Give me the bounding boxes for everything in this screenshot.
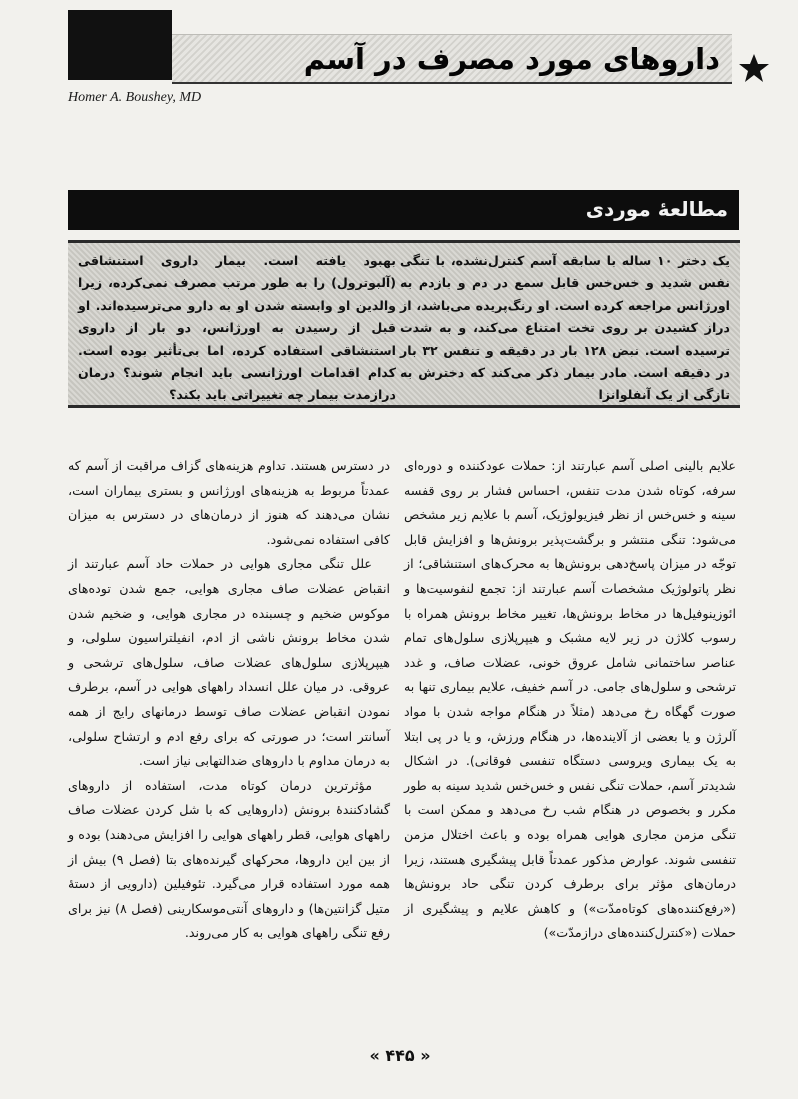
body-column-left [68, 454, 390, 946]
paragraph-causes: علل تنگی مجاری هوایی در حملات حاد آسم عبارتند از انقباض عضلات صاف مجاری هوایی، جمع شدن توده‌های موکوس ضخیم و چسبنده در مجاری هوایی، و ضخیم شدن شدن مخاط برونش ناشی از ادم، انفیلتراسیون سلولی، و هیپرپلازی سلول‌های عضلات صاف، سلول‌های ترشحی و عروقی. در میان علل انسداد راههای هوایی در آسم، برطرف نمودن انقباض عضلات صاف توسط درمانهای رایج از همه آسانتر است؛ در صورتی که برای رفع ادم و ارتشاح سلولی، به درمان مداوم با داروهای ضدالتهابی نیاز است. [68, 556, 390, 769]
body-column-right: علایم بالینی اصلی آسم عبارتند از: حملات عودکننده و دوره‌ای سرفه، کوتاه شدن مدت تنفس، احساس فشار بر روی قفسه سینه و خس‌خس از نظر فیزیولوژیک، آسم با علایم زیر مشخص می‌شود: تنگی منتشر و برگشت‌پذیر برونش‌ها و افزایش قابل توجّه در میزان پاسخ‌دهی برونش‌ها به محرک‌های استنشاقی؛ از نظر پاتولوژیک مشخصات آسم عبارتند از: تجمع لنفوسیت‌ها و ائوزینوفیل‌ها در مخاط برونش‌ها، تغییر مخاط برونش همراه با رسوب کلاژن در زیر لایه مشبک و هیپرپلازی سلول‌های تمام عناصر ساختمانی شامل عروق خونی، عضلات صاف، و غدد ترشحی و سلول‌های جامی. در آسم خفیف، علایم بیماری تنها به صورت گهگاه رخ می‌دهد (مثلاً در هنگام مواجه شدن با مواد آلرژن و یا بعضی از آلاینده‌ها، در هنگام ورزش، و یا در پی ابتلا به یک بیماری ویروسی دستگاه تنفسی فوقانی). در اشکال شدیدتر آسم، حملات تنگی نفس و خس‌خس شدید سینه به طور مکرر و بخصوص در هنگام شب رخ می‌دهد و ممکن است با تنگی مزمن مجاری هوایی همراه بوده و باعث اختلال مزمن تنفسی شوند. عوارض مذکور عمدتاً قابل پیشگیری هستند، زیرا درمان‌های مؤثر برای برطرف کردن تنگی حاد برونش‌ها («رفع‌کننده‌های کوتاه‌مدّت») و کاهش علایم و پیشگیری از حملات («کنترل‌کننده‌های درازمدّت») [404, 458, 736, 941]
chapter-title: داروهای مورد مصرف در آسم [303, 42, 720, 76]
case-study-text-right: یک دختر ۱۰ ساله با سابقه آسم کنترل‌نشده، با تنگی نفس شدید و خس‌خس قابل سمع در دم و بازدم به اورژانس مراجعه کرده است. او رنگ‌پریده می‌باشد، از دراز کشیدن بر روی تخت امتناع می‌کند، و به شدت ترسیده است. نبض ۱۲۸ بار در دقیقه و تنفس ۳۲ بار در دقیقه است. مادر بیمار ذکر می‌کند که دخترش به تازگی از یک آنفلوانزا [400, 253, 731, 403]
case-study-heading: مطالعهٔ موردی [585, 197, 728, 221]
star-icon [738, 52, 770, 84]
author-name: Homer A. Boushey, MD [68, 90, 202, 105]
page-number: « ۴۴۵ » [369, 1046, 431, 1065]
paragraph-cost: در دسترس هستند. تداوم هزینه‌های گزاف مراقبت از آسم که عمدتاً مربوط به هزینه‌های اورژانس و بستری بیماران است، نشان می‌دهند که هنوز از درمان‌های در دسترس به میزان کافی استفاده نمی‌شود. [68, 458, 390, 547]
paragraph-bronchodilators: مؤثرترین درمان کوتاه مدت، استفاده از داروهای گشادکنندهٔ برونش (داروهایی که با شل کردن عضلات صاف راههای هوایی، قطر راههای هوایی را افزایش می‌دهند) بوده و از بین این داروها، محرکهای گیرنده‌های بتا (فصل ۹) بیش از همه مورد استفاده قرار می‌گیرد. تئوفیلین (دارویی از دستهٔ متیل گزانتین‌ها) و داروهای آنتی‌موسکارینی (فصل ۸) نیز برای رفع تنگی راههای هوایی به کار می‌روند. [68, 777, 391, 941]
header-black-block [68, 10, 172, 80]
case-study-text-left: بهبود یافته است. بیمار داروی استنشاقی (آلبوترول) را به طور مرتب مصرف نمی‌کرده، زیرا والدین او وابسته شدن او به دارو می‌ترسیده‌اند. او قبل از رسیدن به اورژانس، دو بار از داروی استنشاقی استفاده کرده، اما بی‌تأثیر بوده است. کدام اقدامات اورژانسی باید انجام شوند؟ درمان درازمدت بیمار چه تغییراتی باید بکند؟ [78, 253, 396, 403]
